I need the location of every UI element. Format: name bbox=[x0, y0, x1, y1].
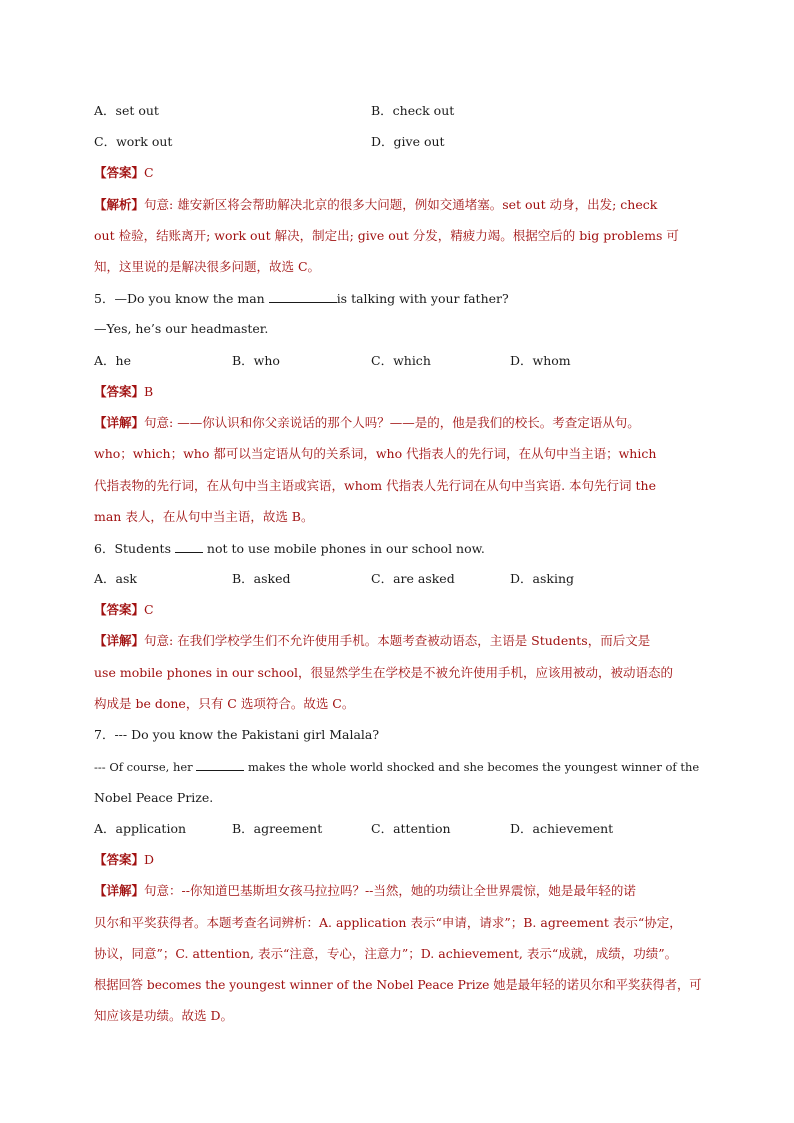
q5-answer bbox=[94, 384, 704, 400]
analysis-text: 句意: 雄安新区将会帮助解决北京的很多大问题，例如交通堵塞。set out 动身，出发; check bbox=[144, 197, 658, 212]
stem-text: 6．Students bbox=[94, 541, 175, 556]
q5-stem-line-1 bbox=[94, 290, 704, 307]
q7-analysis-line-1 bbox=[94, 883, 704, 899]
q4-option-d: D．give out bbox=[371, 134, 445, 149]
q6-option-a: A．ask bbox=[94, 571, 137, 586]
q7-answer bbox=[94, 852, 704, 868]
answer-value: D bbox=[144, 852, 155, 867]
q7-option-b: B．agreement bbox=[232, 821, 323, 836]
analysis-tag: 【详解】 bbox=[94, 633, 145, 648]
answer-value: C bbox=[144, 165, 154, 180]
answer-blank bbox=[196, 758, 244, 771]
stem-text: not to use mobile phones in our school now. bbox=[202, 541, 485, 556]
q5-analysis-line-3: 代指表物的先行词，在从句中当主语或宾语，whom 代指表人先行词在从句中当宾语. 本句先行词 the bbox=[94, 478, 656, 493]
answer-value: C bbox=[144, 602, 154, 617]
q5-analysis-line-1 bbox=[94, 415, 704, 431]
answer-blank bbox=[175, 540, 203, 553]
stem-text: --- Of course, her bbox=[94, 760, 197, 774]
q5-stem-line-2: —Yes, he’s our headmaster. bbox=[94, 321, 269, 336]
q7-analysis-line-4: 根据回答 becomes the youngest winner of the Nobel Peace Prize 她是最年轻的诺贝尔和平奖获得者，可 bbox=[94, 978, 702, 992]
q7-option-d: D．achievement bbox=[510, 821, 614, 836]
q6-analysis-line-3: 构成是 be done，只有 C 选项符合。故选 C。 bbox=[94, 696, 355, 711]
analysis-text: 句意: ——你认识和你父亲说话的那个人吗？——是的，他是我们的校长。考查定语从句。 bbox=[144, 415, 640, 430]
q4-analysis-line-2: out 检验，结账离开; work out 解决，制定出; give out 分发，精疲力竭。根据空后的 big problems 可 bbox=[94, 228, 679, 243]
q4-option-c: C．work out bbox=[94, 134, 173, 149]
analysis-tag: 【解析】 bbox=[94, 197, 145, 212]
q7-stem-line-1: 7．--- Do you know the Pakistani girl Malala? bbox=[94, 727, 380, 742]
q7-analysis-line-5: 知应该是功绩。故选 D。 bbox=[94, 1008, 233, 1023]
q5-option-b: B．who bbox=[232, 353, 280, 368]
q4-analysis-line-3: 知，这里说的是解决很多问题，故选 C。 bbox=[94, 259, 321, 274]
answer-tag: 【答案】 bbox=[94, 384, 145, 399]
q4-option-b: B．check out bbox=[371, 103, 455, 118]
answer-value: B bbox=[144, 384, 154, 399]
q6-option-d: D．asking bbox=[510, 571, 575, 586]
analysis-text: 句意：--你知道巴基斯坦女孩马拉拉吗？--当然，她的功绩让全世界震惊，她是最年轻的诺 bbox=[144, 883, 636, 898]
q4-analysis-line-1 bbox=[94, 197, 704, 213]
q7-analysis-line-3: 协议，同意”；C. attention, 表示“注意，专心，注意力”；D. achievement, 表示“成就，成绩，功绩”。 bbox=[94, 946, 678, 961]
q5-option-c: C．which bbox=[371, 353, 431, 368]
q5-analysis-line-4: man 表人，在从句中当主语，故选 B。 bbox=[94, 509, 314, 524]
stem-text: makes the whole world shocked and she becomes the youngest winner of the bbox=[244, 760, 700, 774]
answer-tag: 【答案】 bbox=[94, 852, 145, 867]
q7-stem-line-2 bbox=[94, 758, 704, 775]
q5-analysis-line-2: who；which；who 都可以当定语从句的关系词，who 代指表人的先行词，在从句中当主语；which bbox=[94, 446, 657, 461]
q7-option-a: A．application bbox=[94, 821, 187, 836]
q6-option-c: C．are asked bbox=[371, 571, 455, 586]
stem-text: is talking with your father? bbox=[336, 291, 509, 306]
q7-option-c: C．attention bbox=[371, 821, 451, 836]
q6-analysis-line-1 bbox=[94, 633, 704, 649]
analysis-tag: 【详解】 bbox=[94, 415, 145, 430]
q6-answer bbox=[94, 602, 704, 618]
q6-stem bbox=[94, 540, 704, 557]
analysis-text: 句意: 在我们学校学生们不允许使用手机。本题考查被动语态，主语是 Students，而后文是 bbox=[144, 633, 651, 648]
answer-tag: 【答案】 bbox=[94, 602, 145, 617]
q6-option-b: B．asked bbox=[232, 571, 291, 586]
analysis-tag: 【详解】 bbox=[94, 883, 145, 898]
q4-option-a: A．set out bbox=[94, 103, 159, 118]
q4-answer bbox=[94, 165, 704, 181]
q5-option-d: D．whom bbox=[510, 353, 571, 368]
q5-option-a: A．he bbox=[94, 353, 131, 368]
answer-tag: 【答案】 bbox=[94, 165, 145, 180]
stem-text: 5．—Do you know the man bbox=[94, 291, 269, 306]
q7-analysis-line-2: 贝尔和平奖获得者。本题考查名词辨析：A. application 表示“申请，请求”；B. agreement 表示“协定， bbox=[94, 915, 682, 930]
q6-analysis-line-2: use mobile phones in our school，很显然学生在学校是不被允许使用手机，应该用被动，被动语态的 bbox=[94, 665, 674, 680]
answer-blank bbox=[269, 290, 337, 303]
q7-stem-line-3: Nobel Peace Prize. bbox=[94, 790, 214, 805]
